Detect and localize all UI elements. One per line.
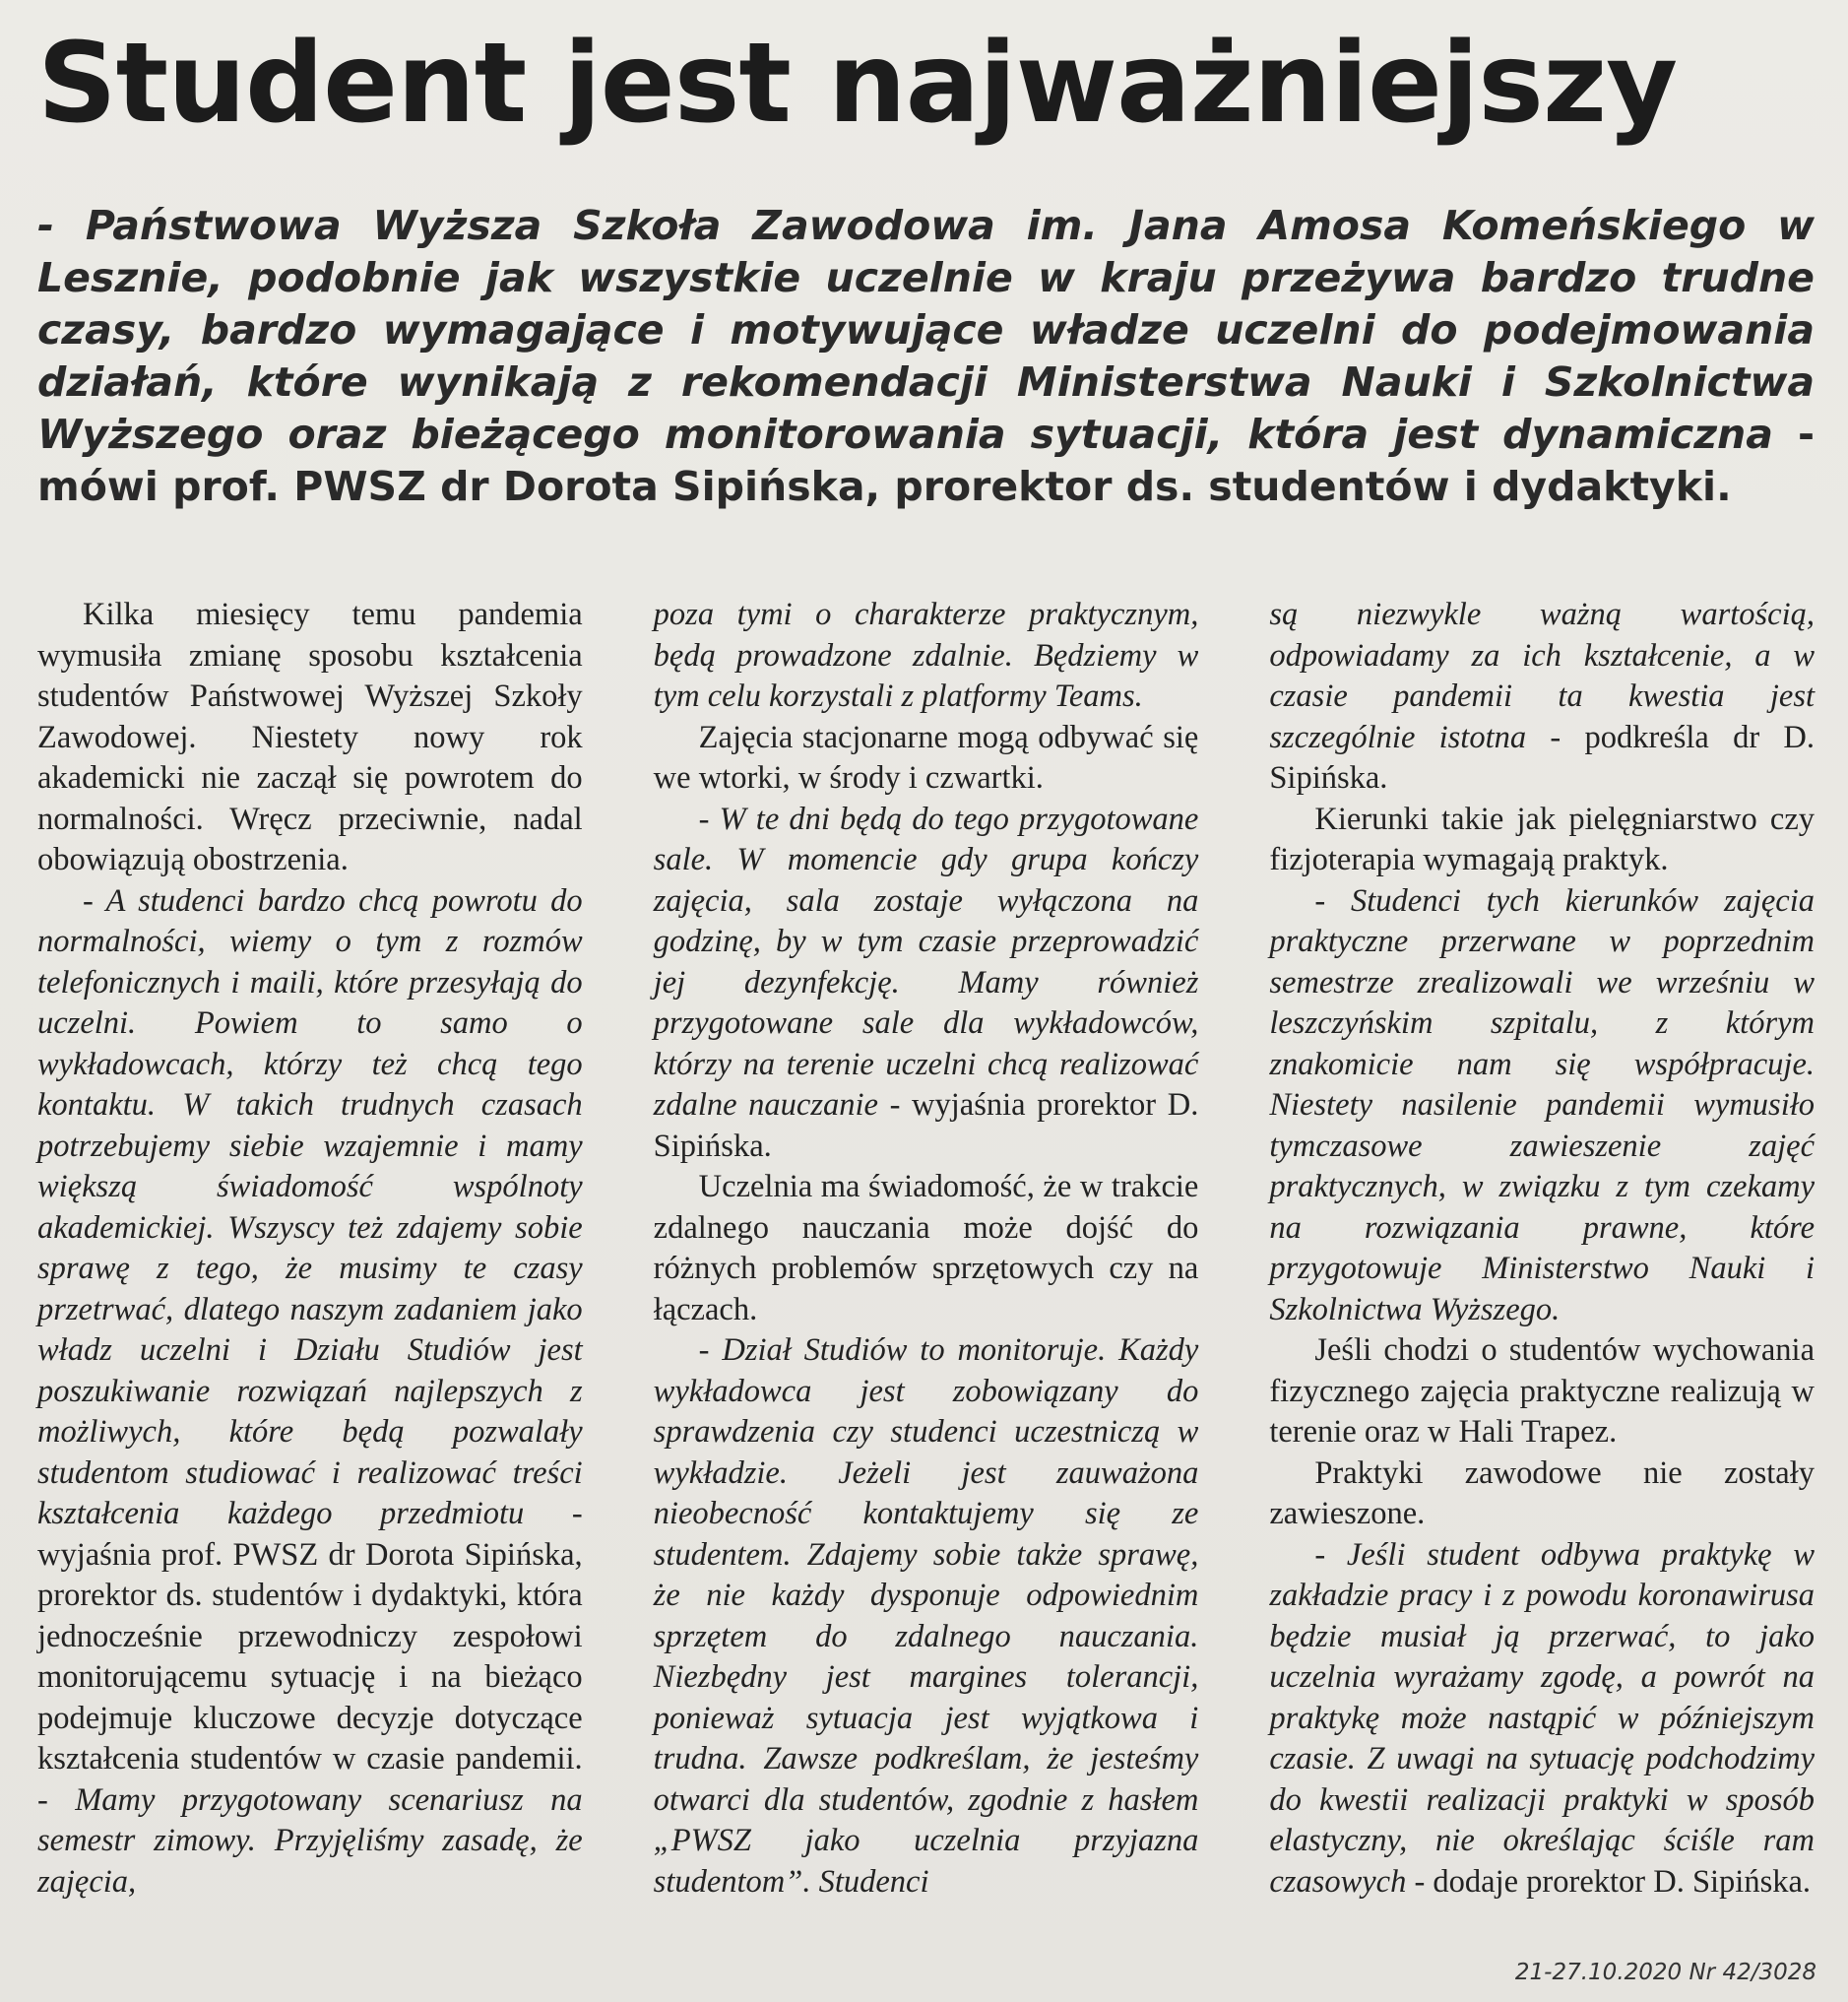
paragraph [654,800,1199,1168]
paragraph: Kierunki takie jak pielęgniarstwo czy fizjoterapia wymagają praktyk. [1269,801,1816,877]
paragraph [1269,595,1815,800]
attribution-text: - wyjaśnia prorektor D. Sipińska. [653,1087,1199,1164]
quote-text: - Jeśli student odbywa praktykę w zakładzie pracy i z powodu koronawirusa będzie musiał ją przerwać, to jako uczelnia wyrażamy zgodę, a powrót na praktykę może nastąpić w późniejszym czasie. Z uwagi na sytuację podchodzimy do kwestii realizacji praktyki w sposób elastyczny, nie określając ściśle ram czasowych [1269,1536,1816,1900]
paragraph: Kilka miesięcy temu pandemia wymusiła zmianę sposobu kształcenia studentów Państwowej Wyższej Szkoły Zawodowej. Niestety nowy rok akademicki nie zaczął się powrotem do normalności. Wręcz przeciwnie, nadal obowiązują obostrzenia. [37,597,583,877]
paragraph: Zajęcia stacjonarne mogą odbywać się we wtorki, w środy i czwartki. [653,719,1199,796]
quote-text: są niezwykle ważną wartością, odpowiadamy za ich kształcenie, a w czasie pandemii ta kwestia jest szczególnie istotna [1269,597,1816,755]
quote-text: - W te dni będą do tego przygotowane sale. W momencie gdy grupa kończy zajęcia, sala zostaje wyłączona na godzinę, by w tym czasie przeprowadzić jej dezynfekcję. Mamy również przygotowane sale dla wykładowców, którzy na terenie uczelni chcą realizować zdalne nauczanie [653,801,1199,1123]
article-columns [37,595,1816,1900]
column-1 [37,595,583,1900]
lead-quote: - Państwowa Wyższa Szkoła Zawodowa im. Jana Amosa Komeńskiego w Lesznie, podobnie jak wszystkie uczelnie w kraju przeżywa bardzo trudne czasy, bardzo wymagające i motywujące władze uczelni do podejmowania działań, które wynikają z rekomendacji Ministerstwa Nauki i Szkolnictwa Wyższego oraz bieżącego monitorowania sytuacji, która jest dynamiczna [37,202,1815,458]
paragraph [1269,1535,1815,1904]
column-2 [653,595,1199,1900]
attribution-text: - wyjaśnia prof. PWSZ dr Dorota Sipińska, prorektor ds. studentów i dydaktyki, która jednocześnie przewodniczy zespołowi monitorującemu sytuację i na bieżąco podejmuje kluczowe decyzje dotyczące kształcenia studentów w czasie pandemii. [37,1496,583,1776]
paragraph: Jeśli chodzi o studentów wychowania fizycznego zajęcia praktyczne realizują w terenie oraz w Hali Trapez. [1269,1332,1816,1450]
article-lead [37,200,1815,513]
issue-info: 21-27.10.2020 Nr 42/3028 [1514,1960,1816,1985]
attribution-text: - dodaje prorektor D. Sipińska. [1406,1863,1812,1900]
quote-text: - Mamy przygotowany scenariusz na semestr zimowy. Przyjęliśmy zasadę, że zajęcia, [37,1781,583,1900]
paragraph [37,881,583,1904]
paragraph: Praktyki zawodowe nie zostały zawieszone. [1269,1454,1816,1531]
attribution-text: - podkreśla dr D. Sipińska. [1269,719,1816,796]
quote-text: - A studenci bardzo chcą powrotu do normalności, wiemy o tym z rozmów telefonicznych i maili, które przesyłają do uczelni. Powiem to samo o wykładowcach, którzy też chcą tego kontaktu. W takich trudnych czasach potrzebujemy siebie wzajemnie i mamy większą świadomość wspólnoty akademickiej. Wszyscy też zdajemy sobie sprawę z tego, że musimy te czasy przetrwać, dlatego naszym zadaniem jako władz uczelni i Działu Studiów jest poszukiwanie rozwiązań najlepszych z możliwych, które będą pozwalały studentom studiować i realizować treści kształcenia każdego przedmiotu [37,882,583,1531]
paragraph: poza tymi o charakterze praktycznym, będą prowadzone zdalnie. Będziemy w tym celu korzystali z platformy Teams. [653,597,1199,714]
lead-attribution: - mówi prof. PWSZ dr Dorota Sipińska, prorektor ds. studentów i dydaktyki. [37,411,1815,510]
column-3 [1269,595,1816,1900]
article-headline: Student jest najważniejszy [37,20,1678,148]
paragraph: - Studenci tych kierunków zajęcia praktyczne przerwane w poprzednim semestrze zrealizowali we wrześniu w leszczyńskim szpitalu, z którym znakomicie nam się współpracuje. Niestety nasilenie pandemii wymusiło tymczasowe zawieszenie zajęć praktycznych, w związku z tym czekamy na rozwiązania prawne, które przygotowuje Ministerstwo Nauki i Szkolnictwa Wyższego. [1269,882,1816,1327]
paragraph: - Dział Studiów to monitoruje. Każdy wykładowca jest zobowiązany do sprawdzenia czy studenci uczestniczą w wykładzie. Jeżeli jest zauważona nieobecność kontaktujemy się ze studentem. Zdajemy sobie także sprawę, że nie każdy dysponuje odpowiednim sprzętem do zdalnego nauczania. Niezbędny jest margines tolerancji, ponieważ sytuacja jest wyjątkowa i trudna. Zawsze podkreślam, że jesteśmy otwarci dla studentów, zgodnie z hasłem „PWSZ jako uczelnia przyjazna studentom”. Studenci [653,1332,1199,1900]
paragraph: Uczelnia ma świadomość, że w trakcie zdalnego nauczania może dojść do różnych problemów sprzętowych czy na łączach. [653,1169,1199,1327]
